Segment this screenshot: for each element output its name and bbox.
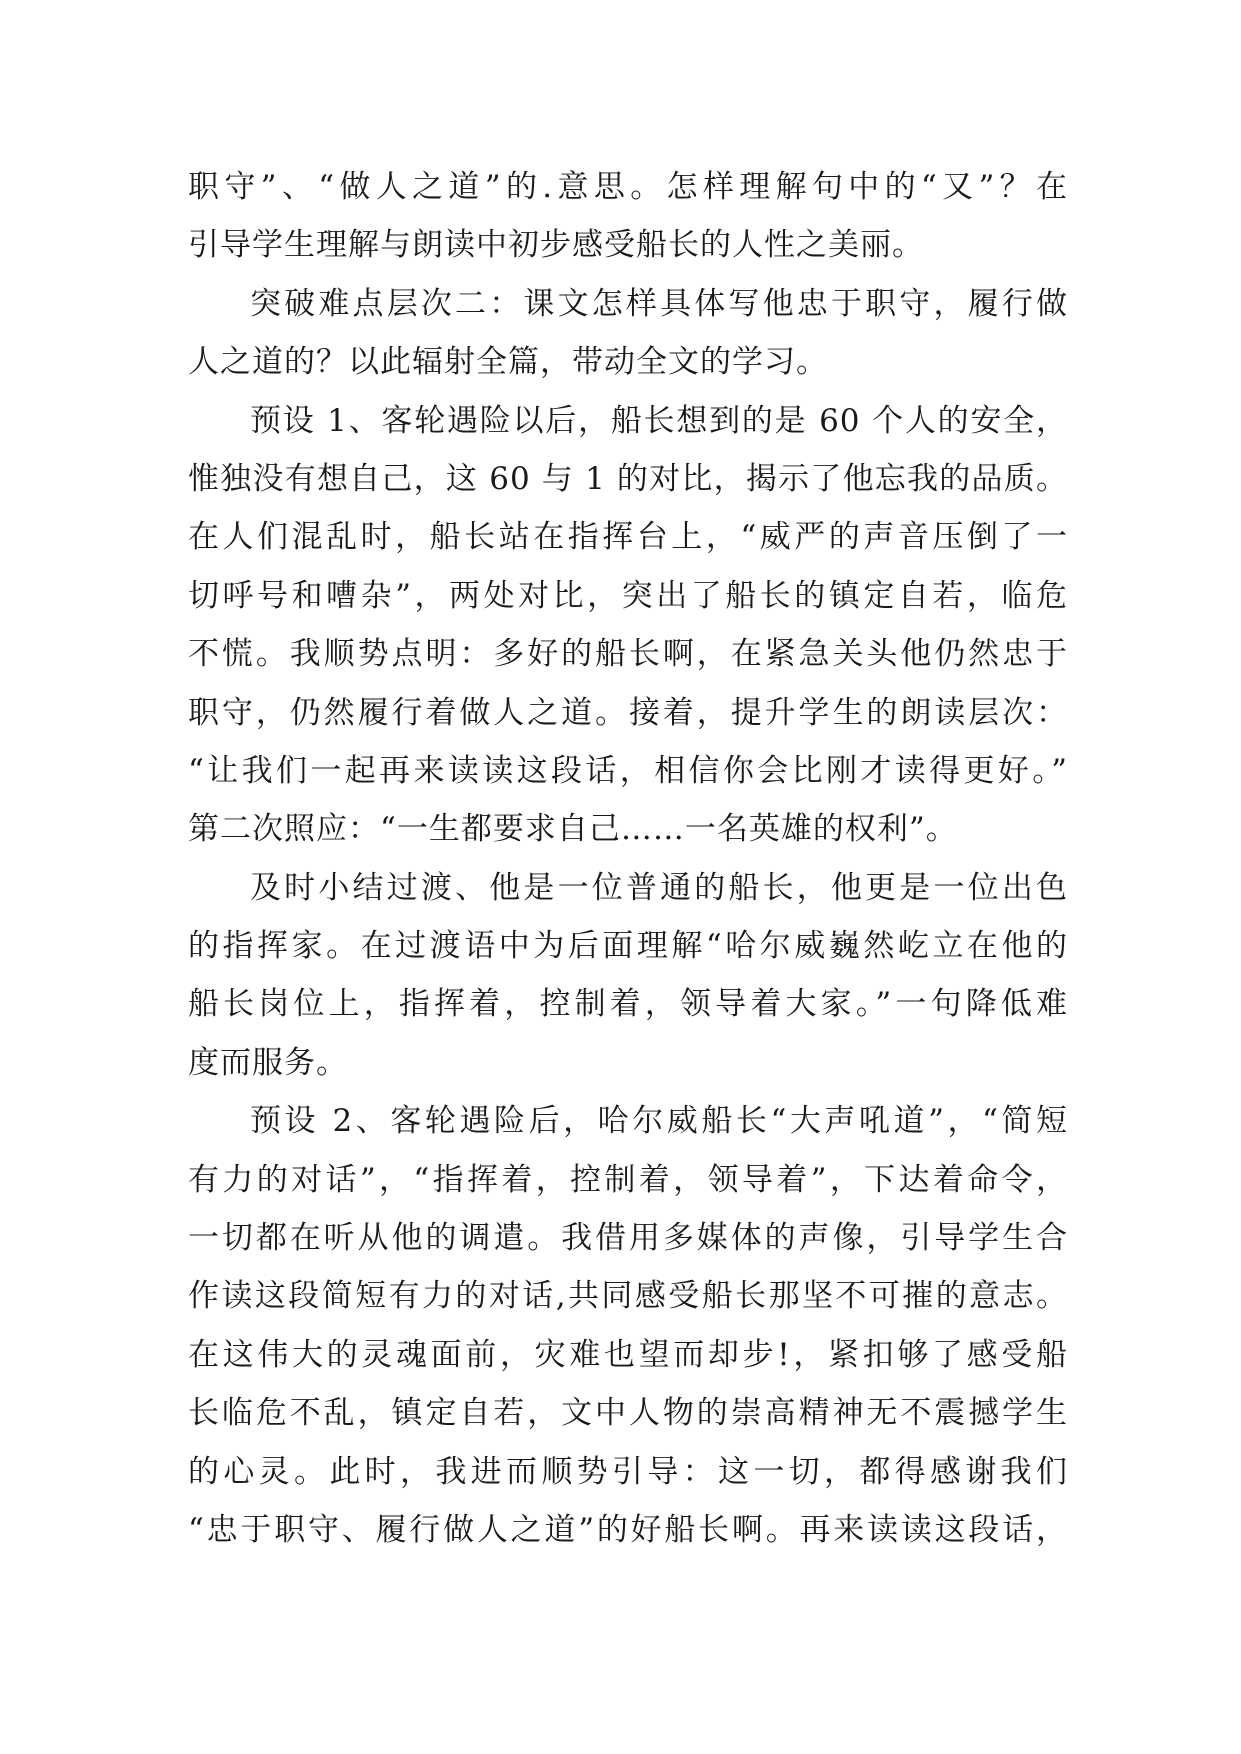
text-line: 在人们混乱时，船长站在指挥台上，“威严的声音压倒了一 (188, 519, 1068, 556)
text-line: 作读这段简短有力的对话,共同感受船长那坚不可摧的意志。 (188, 1278, 1068, 1315)
text-line: 有力的对话”，“指挥着，控制着，领导着”，下达着命令， (188, 1161, 1068, 1198)
text-line: 船长岗位上，指挥着，控制着，领导着大家。”一句降低难 (188, 986, 1068, 1023)
text-line: 在这伟大的灵魂面前，灾难也望而却步!，紧扣够了感受船 (188, 1336, 1068, 1373)
text-line: 度而服务。 (188, 1044, 348, 1081)
text-line: 引导学生理解与朗读中初步感受船长的人性之美丽。 (188, 227, 924, 264)
body-text (188, 158, 1068, 1559)
text-line: 职守”、“做人之道”的.意思。怎样理解句中的“又”？在 (188, 169, 1068, 205)
text-line: 第二次照应：“一生都要求自己……一名英雄的权利”。 (188, 811, 958, 848)
text-line: 长临危不乱，镇定自若，文中人物的崇高精神无不震撼学生 (188, 1395, 1068, 1432)
text-line: 预设 2、客轮遇险后，哈尔威船长“大声吼道”，“简短 (250, 1103, 1068, 1140)
text-line: 的心灵。此时，我进而顺势引导：这一切，都得感谢我们 (188, 1453, 1068, 1490)
text-line: 不慌。我顺势点明：多好的船长啊，在紧急关头他仍然忠于 (188, 636, 1068, 673)
text-line: 突破难点层次二：课文怎样具体写他忠于职守，履行做 (250, 285, 1068, 322)
text-line: 切呼号和嘈杂”，两处对比，突出了船长的镇定自若，临危 (188, 577, 1068, 614)
text-line: 职守，仍然履行着做人之道。接着，提升学生的朗读层次： (188, 694, 1068, 731)
text-line: 的指挥家。在过渡语中为后面理解“哈尔威巍然屹立在他的 (188, 928, 1068, 965)
text-line: 惟独没有想自己，这 60 与 1 的对比，揭示了他忘我的品质。 (188, 460, 1068, 497)
text-line: “让我们一起再来读读这段话，相信你会比刚才读得更好。” (188, 752, 1068, 789)
text-line: 人之道的？以此辐射全篇，带动全文的学习。 (188, 344, 828, 381)
text-line: “忠于职守、履行做人之道”的好船长啊。再来读读这段话， (188, 1511, 1068, 1548)
text-line: 预设 1、客轮遇险以后，船长想到的是 60 个人的安全， (250, 402, 1068, 439)
text-line: 及时小结过渡、他是一位普通的船长，他更是一位出色 (250, 869, 1068, 906)
text-line: 一切都在听从他的调遣。我借用多媒体的声像，引导学生合 (188, 1220, 1068, 1257)
